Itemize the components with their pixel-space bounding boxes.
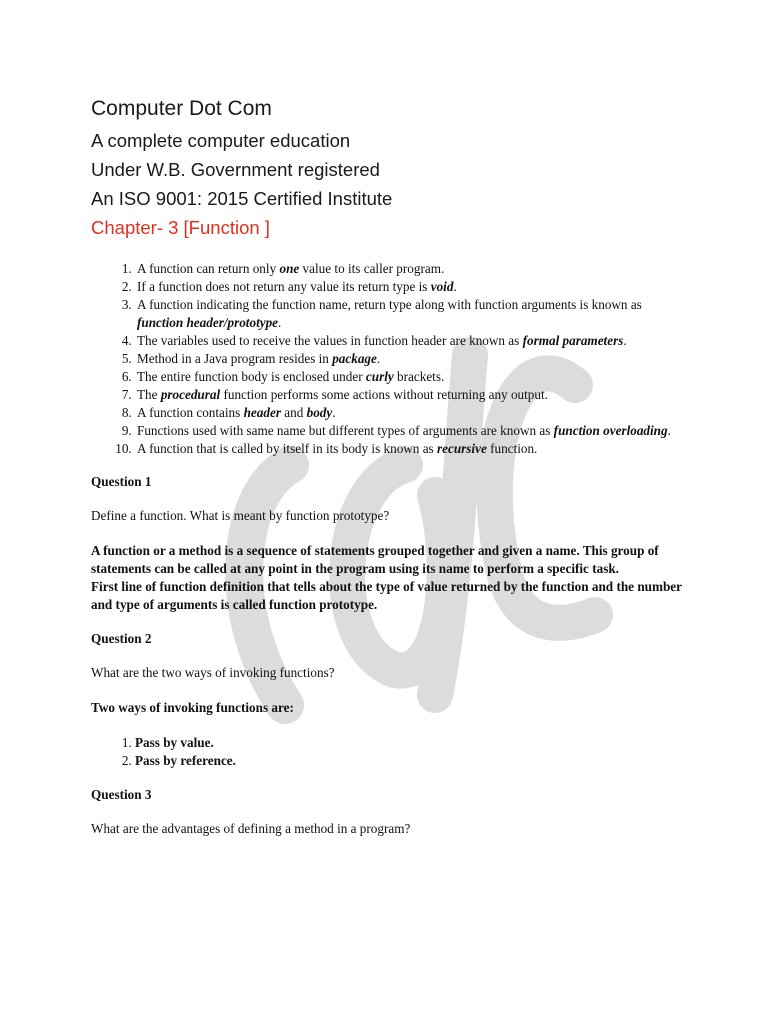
fact-text: The entire function body is enclosed under — [137, 369, 366, 384]
fact-item — [135, 368, 691, 386]
tagline: A complete computer education — [91, 130, 351, 151]
fact-text: A function indicating the function name, return type along with function arguments is known as — [137, 297, 642, 312]
list-item: 2. Pass by reference. — [135, 752, 691, 770]
question-1-text: Define a function. What is meant by function prototype? — [91, 508, 390, 523]
facts-list — [91, 260, 691, 458]
fact-text: Method in a Java program resides in — [137, 351, 333, 366]
registration-line: Under W.B. Government registered — [91, 159, 380, 180]
question-1-answer-prototype: First line of function definition that tells about the type of value returned by the function and the number and type of arguments is called function prototype. — [91, 579, 682, 612]
document-content — [91, 92, 691, 838]
list-item: 1. Pass by value. — [135, 734, 691, 752]
fact-item — [135, 440, 691, 458]
fact-text: . — [278, 315, 282, 330]
question-2-label: Question 2 — [91, 631, 152, 646]
fact-text: . — [623, 333, 627, 348]
fact-text: A function can return only — [137, 261, 280, 276]
fact-text: . — [332, 405, 336, 420]
institute-name: Computer Dot Com — [91, 97, 272, 120]
fact-text: function. — [486, 441, 538, 456]
fact-text: A function contains — [137, 405, 244, 420]
fact-keyword: curly — [365, 369, 394, 384]
question-1-label: Question 1 — [91, 474, 152, 489]
fact-item — [135, 350, 691, 368]
chapter-title: Chapter- 3 [Function ] — [91, 217, 270, 238]
fact-text: and — [280, 405, 307, 420]
fact-keyword: function header/prototype — [137, 315, 279, 330]
fact-text: Functions used with same name but different types of arguments are known as — [137, 423, 554, 438]
fact-text: . — [667, 423, 671, 438]
fact-keyword: header — [243, 405, 281, 420]
fact-keyword: formal parameters — [522, 333, 624, 348]
fact-text: . — [376, 351, 381, 366]
fact-item — [135, 386, 691, 404]
fact-text: brackets. — [393, 369, 445, 384]
question-3-text: What are the advantages of defining a method in a program? — [91, 821, 411, 836]
fact-text: The variables used to receive the values in function header are known as — [137, 333, 523, 348]
fact-text: The — [137, 387, 161, 402]
fact-keyword: procedural — [160, 387, 221, 402]
fact-text: . — [453, 279, 457, 294]
question-2-text: What are the two ways of invoking functions? — [91, 665, 335, 680]
fact-item — [135, 422, 691, 440]
fact-keyword: function overloading — [553, 423, 668, 438]
iso-line: An ISO 9001: 2015 Certified Institute — [91, 188, 393, 209]
question-1-answer-definition: A function or a method is a sequence of statements grouped together and given a name. This group of statements can be called at any point in the program using its name to perform a specific task. — [91, 543, 659, 576]
fact-item — [135, 332, 691, 350]
fact-text: A function that is called by itself in its body is known as — [137, 441, 437, 456]
fact-keyword: package — [332, 351, 377, 366]
fact-item — [135, 404, 691, 422]
question-2-answer-intro: Two ways of invoking functions are: — [91, 700, 294, 715]
fact-item — [135, 260, 691, 278]
fact-keyword: one — [279, 261, 300, 276]
fact-item — [135, 296, 691, 332]
fact-text: value to its caller program. — [299, 261, 445, 276]
fact-text: If a function does not return any value its return type is — [137, 279, 431, 294]
fact-item — [135, 278, 691, 296]
fact-keyword: recursive — [436, 441, 487, 456]
fact-keyword: void — [430, 279, 454, 294]
question-3-label: Question 3 — [91, 787, 152, 802]
fact-text: function performs some actions without returning any output. — [220, 387, 548, 402]
fact-keyword: body — [306, 405, 333, 420]
invocation-ways-list — [91, 734, 691, 770]
